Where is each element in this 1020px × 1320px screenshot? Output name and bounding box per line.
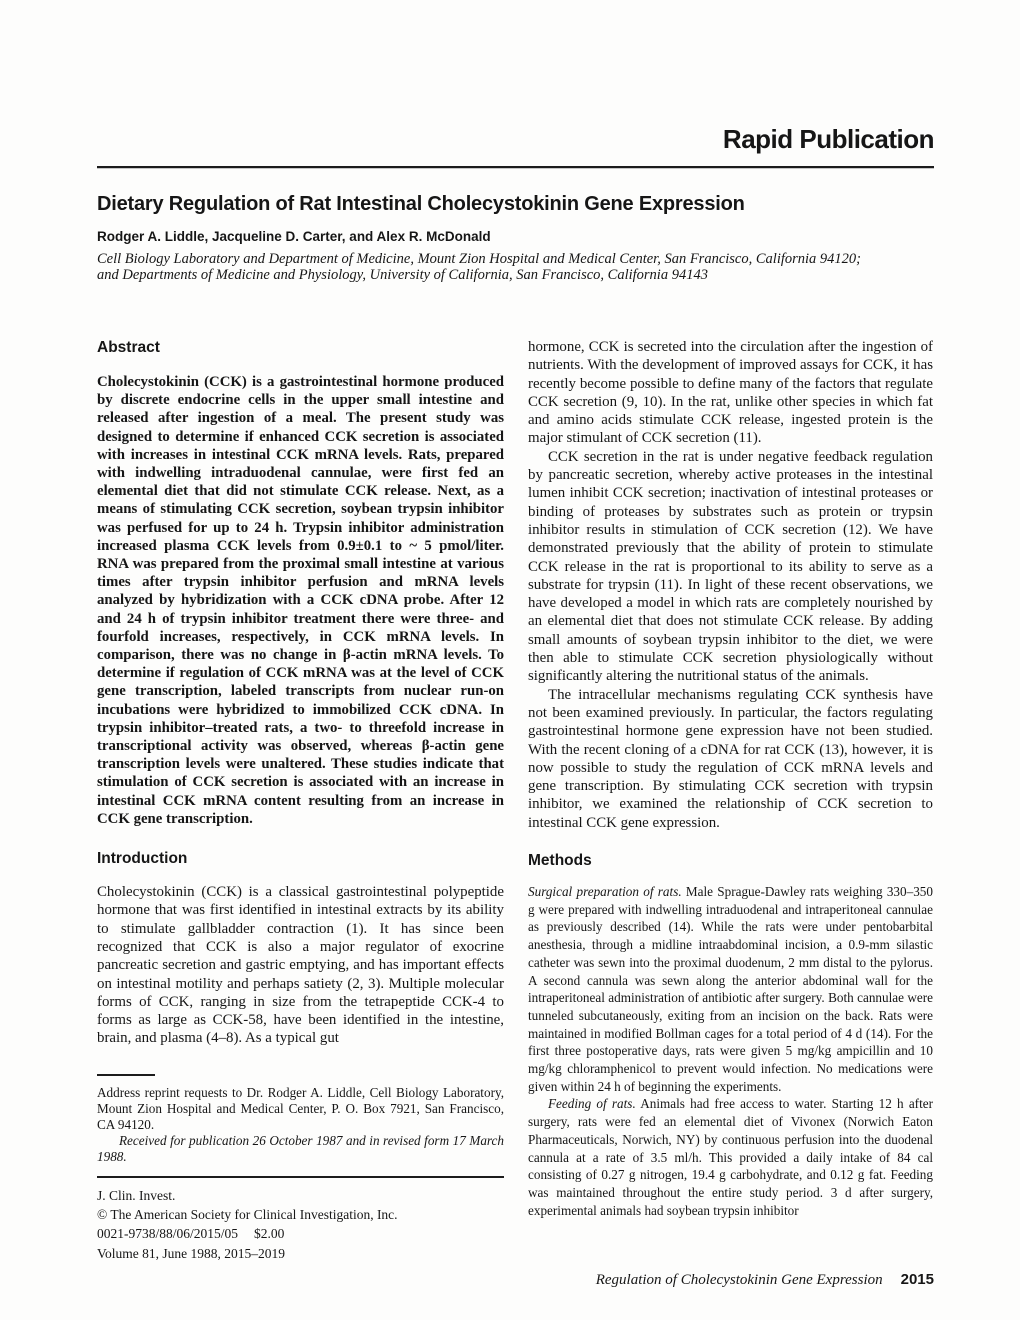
article-title: Dietary Regulation of Rat Intestinal Cholecystokinin Gene Expression <box>97 193 745 215</box>
reprint-address-note: Address reprint requests to Dr. Rodger A. Liddle, Cell Biology Laboratory, Mount Zion Hospital and Medical Center, P. O. Box 7921, San Francisco, CA 94120. <box>97 1085 504 1132</box>
price-code: $2.00 <box>254 1226 285 1242</box>
affiliation-line-2: and Departments of Medicine and Physiology, University of California, San Francisco, California 94143 <box>97 267 708 283</box>
intro-continuation-paragraph-3: The intracellular mechanisms regulating CCK synthesis have not been examined previously. In particular, the factors regulating gastrointestinal hormone gene expression have not been studied. With the recent cloning of a cDNA for rat CCK (13), however, it is now possible to study the regulation of CCK mRNA levels and gene transcription. By stimulating CCK secretion with trypsin inhibitor, we examined the relationship of CCK secretion to intestinal CCK gene expression. <box>528 686 933 831</box>
running-title: Regulation of Cholecystokinin Gene Expression <box>595 1272 883 1288</box>
footnote-block <box>97 1074 504 1263</box>
methods-paragraph-feeding <box>528 1095 933 1219</box>
volume-line: Volume 81, June 1988, 2015–2019 <box>97 1245 285 1261</box>
copyright-line: © The American Society for Clinical Investigation, Inc. <box>97 1206 398 1222</box>
abstract-heading: Abstract <box>97 339 160 356</box>
right-column <box>528 338 933 1219</box>
header-rule <box>97 166 934 168</box>
methods-lead-feeding: Feeding of rats. <box>548 1096 636 1112</box>
methods-paragraph-surgical <box>528 883 933 1095</box>
publisher-block <box>97 1186 504 1264</box>
methods-heading: Methods <box>528 852 592 870</box>
footnote-rule <box>97 1074 155 1076</box>
rapid-publication-banner: Rapid Publication <box>722 124 934 154</box>
methods-lead-surgical: Surgical preparation of rats. <box>528 884 682 900</box>
page-number: 2015 <box>900 1271 934 1288</box>
journal-name: J. Clin. Invest. <box>97 1187 176 1203</box>
authors-line: Rodger A. Liddle, Jacqueline D. Carter, and Alex R. McDonald <box>97 229 491 244</box>
intro-continuation-paragraph-2: CCK secretion in the rat is under negative feedback regulation by pancreatic secretion, whereby active proteases in the intestinal lumen inhibit CCK secretion; inactivation of intestinal proteases or binding of proteases by substrates such as protein or trypsin inhibitor results in stimulation of CCK secretion (12). We have demonstrated previously that the ability of protein to stimulate CCK release in the rat is proportional to its ability to serve as a substrate for trypsin (11). In light of these recent observations, we have developed a model in which rats are completely nourished by an elemental diet that does not stimulate CCK release. By adding small amounts of soybean trypsin inhibitor to the diet, we were then able to stimulate CCK secretion physiologically without significantly altering the nutritional status of the animals. <box>528 448 933 685</box>
methods-body-surgical: Male Sprague-Dawley rats weighing 330–350 g were prepared with indwelling intraduodenal and intraperitoneal cannulae as previously described (14). While the rats were under pentobarbital anesthesia, through a midline intraabdominal incision, a 0.9-mm silastic catheter was sewn into the proximal duodenum, 2 mm distal to the pylorus. A second cannula was sewn along the anterior abdominal wall for the intraperitoneal administration of antibiotic after surgery. Both cannulae were tunneled subcutaneously, exiting from an incision on the back. Rats were maintained in modified Bollman cages for a total period of 4 d (14). For the first three postoperative days, rats were given 5 mg/kg ampicillin and 10 mg/kg chloramphenicol to prevent would infection. No medications were given within 24 h of beginning the experiments. <box>528 884 933 1094</box>
received-date-note: Received for publication 26 October 1987 and in revised form 17 March 1988. <box>97 1132 504 1164</box>
intro-continuation-paragraph-1: hormone, CCK is secreted into the circulation after the ingestion of nutrients. With the development of improved assays for CCK, it has recently become possible to define many of the factors that regulate CCK secretion (9, 10). In the rat, unlike other species in which fat and amino acids stimulate CCK release, ingested protein is the major stimulant of CCK secretion (11). <box>528 339 933 447</box>
affiliation-line-1: Cell Biology Laboratory and Department of Medicine, Mount Zion Hospital and Medical Center, San Francisco, California 94120; <box>97 251 862 267</box>
page-footer <box>528 1271 934 1289</box>
article-header <box>97 124 934 283</box>
publisher-rule <box>97 1176 504 1178</box>
introduction-heading: Introduction <box>97 850 188 868</box>
issn-code: 0021-9738/88/06/2015/05 <box>97 1226 238 1242</box>
left-column <box>97 338 504 1048</box>
issn-price-line <box>97 1224 504 1243</box>
methods-body-feeding: Animals had free access to water. Starting 12 h after surgery, rats were fed an elemental diet of Vivonex (Norwich Eaton Pharmaceuticals, Norwich, NY) by continuous perfusion into the duodenal cannula at a rate of 3.5 ml/h. This provided a daily intake of 84 cal consisting of 0.27 g nitrogen, 19.4 g carbohydrate, and 0.12 g fat. Feeding was maintained throughout the entire study period. 3 d after surgery, experimental animals had soybean trypsin inhibitor <box>528 1096 933 1218</box>
introduction-text: Cholecystokinin (CCK) is a classical gastrointestinal polypeptide hormone that was first identified in intestinal extracts by its ability to stimulate gallbladder contraction (1). It has since been recognized that CCK is also a major regulator of exocrine pancreatic secretion and gastric emptying, and has important effects on intestinal motility and perhaps satiety (2, 3). Multiple molecular forms of CCK, ranging in size from the tetrapeptide CCK-4 to forms as large as CCK-58, have been identified in the intestine, brain, and plasma (4–8). As a typical gut <box>97 884 504 1047</box>
abstract-text: Cholecystokinin (CCK) is a gastrointestinal hormone produced by discrete endocrine cells in the upper small intestine and released after ingestion of a meal. The present study was designed to determine if enhanced CCK secretion is associated with increases in intestinal CCK mRNA levels. Rats, prepared with indwelling intraduodenal cannulae, were first fed an elemental diet that did not stimulate CCK release. Next, as a means of stimulating CCK secretion, soybean trypsin inhibitor was perfused for up to 24 h. Trypsin inhibitor administration increased plasma CCK levels from 0.9±0.1 to ~ 5 pmol/liter. RNA was prepared from the proximal small intestine at various times after trypsin inhibitor perfusion and mRNA levels analyzed by hybridization with a CCK cDNA probe. After 12 and 24 h of trypsin inhibitor treatment there were three- and fourfold increases, respectively, in CCK mRNA levels. In comparison, there was no change in β-actin mRNA levels. To determine if regulation of CCK mRNA was at the level of CCK gene transcription, labeled transcripts from nuclear run-on incubations were hybridized to immobilized CCK cDNA. In trypsin inhibitor–treated rats, a two- to threefold increase in transcriptional activity was observed, whereas β-actin gene transcription levels were unaltered. These studies indicate that stimulation of CCK secretion is associated with an increase in intestinal CCK mRNA content resulting from an increase in CCK gene transcription. <box>97 374 504 827</box>
